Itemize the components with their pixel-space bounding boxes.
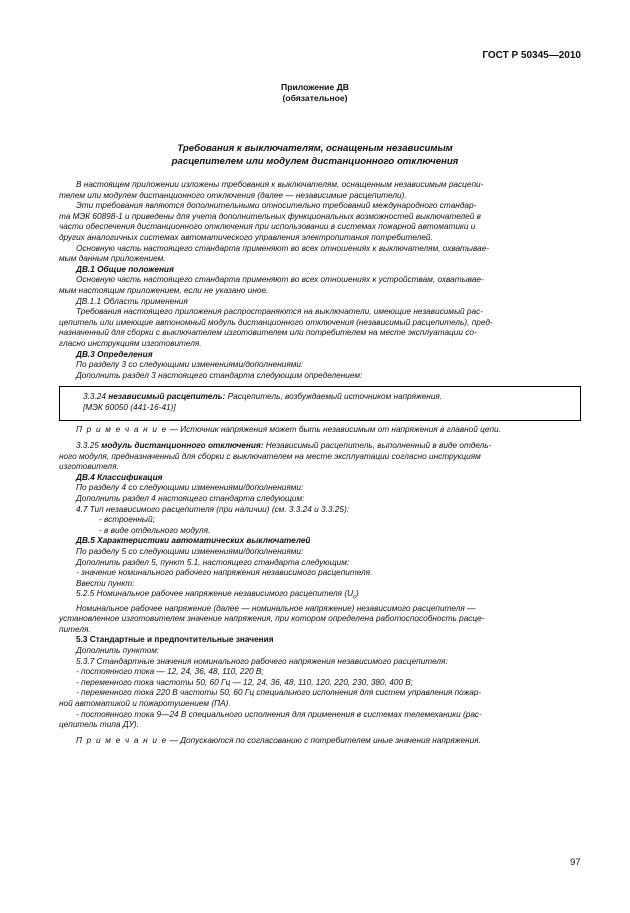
standard-designation: ГОСТ Р 50345—2010 [482,50,581,61]
list-item: - встроенный; [99,515,155,525]
section-heading-dv5: ДВ.5 Характеристики автоматических выключателей [76,536,311,546]
section-heading-dv3: ДВ.3 Определения [76,349,153,359]
note-text: — Источник напряжения может быть независимым от напряжения в главной цепи. [167,425,501,435]
definition-number: 3.3.25 [76,441,102,451]
note-text: — Допускаются по согласованию с потребителем иные значения напряжения. [167,735,481,745]
text-line: Дополнить раздел 4 настоящего стандарта следующим: [76,494,305,504]
text-line: цепитель или имеющие автономный модуль дистанционного отключения (независимый расцепитель), пред- [59,317,493,327]
text-line: пителя. [59,624,91,634]
text-line: Номинальное рабочее напряжение (далее — номинальное напряжение) независимого расцепителя — [76,603,476,613]
definition-box [59,386,581,421]
definition-3-3-25 [59,441,581,452]
voltage-subscript: с [353,595,357,602]
text-line: По разделу 4 со следующими изменениями/дополнениями: [76,483,304,493]
text-line: Дополнить раздел 3 настоящего стандарта следующим определением: [76,370,363,380]
text-line: Дополнить пунктом: [76,645,160,655]
definition-text: Независимый расцепитель, выполненный в виде отдель- [263,441,492,451]
text-line: изготовителя. [59,462,119,472]
text-line: 5.3.7 Стандартные значения номинального рабочего напряжения независимого расцепителя: [76,656,448,666]
clause-5-2-5: 5.2.5 Номинальное рабочее напряжение независимого расцепителя (U [76,589,354,599]
appendix-heading-line-1: Требования к выключателям, оснащеным независимым [177,143,453,154]
appendix-title: Приложение ДВ [281,82,349,92]
text-line: гласно инструкциям изготовителя. [59,338,202,348]
document-body [59,180,581,746]
clause-5-2-5-end: ) [356,589,359,599]
text-line: По разделу 5 со следующими изменениями/дополнениями: [76,547,304,556]
intro-line: других аналогичных системах автоматического управления электропитания потребителей. [59,232,433,242]
definition-line [66,392,574,403]
appendix-status: (обязательное) [282,93,348,103]
text-line: назначенный для сборки с выключателем изготовителем или потребителем на месте эксплуатации со- [59,328,477,338]
intro-line: та МЭК 60898-1 и приведены для учета дополнительных функциональных возможностей выключателей в [59,211,481,221]
text-line: По разделу 3 со следующими изменениями/дополнениями: [76,360,304,370]
note-label: П р и м е ч а н и е [76,735,168,745]
text-line: ного модуля, предназначенный для сборки с выключателем на месте эксплуатации согласно инструкциям [59,451,481,461]
text-line: ной автоматикой и пожаротушением (ПА). [59,698,231,708]
text-line: 4.7 Тип независимого расцепителя (при наличии) (см. 3.3.24 и 3.3.25): [76,504,350,514]
note-line [59,425,581,436]
definition-number: 3.3.24 [83,392,109,402]
list-item: - в виде отдельного модуля. [99,525,211,535]
note-label: П р и м е ч а н и е [76,425,168,435]
text-line: цепитель типа ДУ). [59,720,139,730]
text-line: Требования настоящего приложения распространяются на выключатели, имеющие независимый рас- [76,307,483,317]
subsection-heading: ДВ.1.1 Область применения [76,296,188,306]
list-item: - постоянного тока 9—24 В специального исполнения для применения в системах телемеханики (рас- [76,709,482,719]
text-line: - значение номинального рабочего напряжения независимого расцепителя. [76,568,373,578]
appendix-heading-line-2: расцепителем или модулем дистанционного отключения [171,156,459,167]
section-heading-dv4: ДВ.4 Классификация [76,472,163,482]
definition-text: Расцепитель, возбуждаемый источником напряжения. [225,392,443,402]
intro-line: Эти требования являются дополнительными относительно требований международного стандар- [76,201,477,211]
text-line [59,589,581,603]
intro-line: телем или модулем дистанционного отключения (далее — независимые расцепители). [59,190,407,200]
note-line [59,736,581,747]
text-line: установленное изготовителем значение напряжения, при котором определена работоспособность расце- [59,614,485,624]
list-item: - постоянного тока — 12, 24, 36, 48, 110, 220 В; [76,667,264,677]
intro-line: мым данным приложением. [59,254,166,264]
list-item: - переменного тока частоты 50, 60 Гц — 12, 24, 36, 48, 110, 120, 220, 230, 380, 400 В; [76,677,414,687]
definition-reference: [МЭК 60050 (441-16-41)] [83,402,176,412]
text-line: Основную часть настоящего стандарта применяют во всех отношениях к устройствам, охватывае- [76,275,484,285]
definition-term: модуль дистанционного отключения: [101,441,264,451]
intro-line: части обеспечения дистанционного отключения при использовании в системах пожарной автоматики и [59,222,476,232]
text-line: Ввести пункт: [76,578,135,588]
page-number: 97 [570,857,581,868]
section-heading-dv1: ДВ.1 Общие положения [76,264,174,274]
section-heading-5-3: 5.3 Стандартные и предпочтительные значения [76,635,274,645]
definition-term: независимый расцепитель: [108,392,226,402]
intro-line: Основную часть настоящего стандарта применяют во всех отношениях к выключателям, охватывае- [76,243,490,253]
intro-line: В настоящем приложении изложены требования к выключателям, оснащенным независимым расцепи- [76,180,484,189]
text-line: Дополнить раздел 5, пункт 5.1, настоящего стандарта следующим: [76,557,350,567]
list-item: - переменного тока 220 В частоты 50, 60 Гц специального исполнения для систем управления пожар- [76,688,482,698]
text-line: мым настоящим приложением, если не указано иное. [59,285,269,295]
